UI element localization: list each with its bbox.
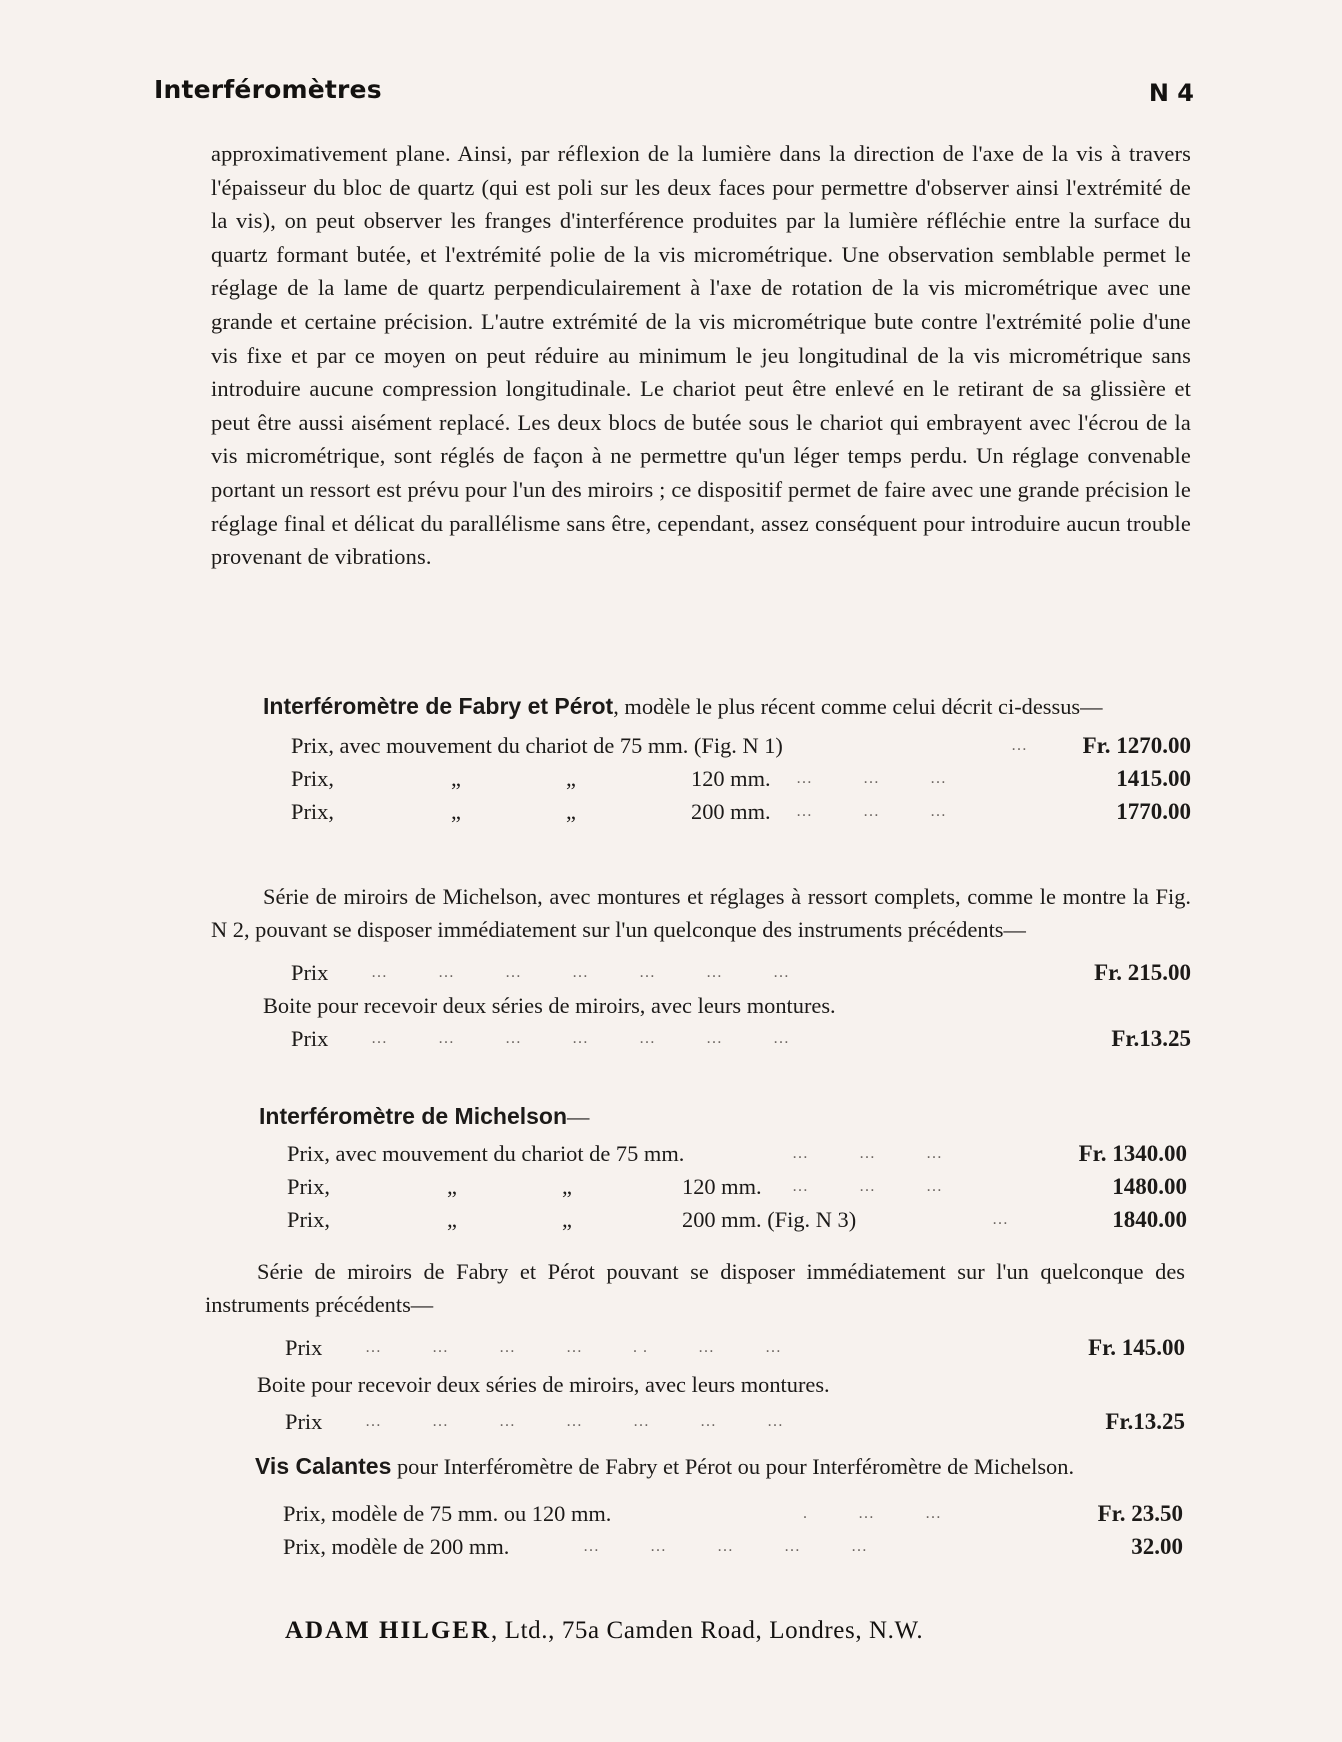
leader-dots: … … … … . . … …: [365, 1339, 782, 1356]
price-value: Fr. 1340.00: [1078, 1141, 1187, 1166]
price-label: Prix: [285, 1335, 323, 1360]
size-label: 200 mm.: [691, 799, 771, 824]
fabry-perot-section: [211, 690, 1191, 828]
publisher-name: ADAM HILGER: [285, 1617, 492, 1644]
vis-calantes-section: [203, 1450, 1183, 1563]
ditto-mark: „: [566, 766, 576, 791]
leader-dots: …: [992, 1211, 1009, 1228]
price-row: [287, 1137, 1187, 1170]
price-value: 1415.00: [1116, 766, 1191, 791]
price-row: [283, 1530, 1183, 1563]
ditto-mark: „: [451, 799, 461, 824]
price-label: Prix: [291, 960, 329, 985]
fabry-perot-intro: [211, 690, 1191, 723]
leader-dots: … … … … … … …: [371, 964, 790, 981]
price-row: [285, 1331, 1185, 1364]
fabry-mirrors-section: [205, 1255, 1185, 1438]
price-label: Prix, avec mouvement du chariot de 75 mm.: [287, 1141, 685, 1166]
size-label: 200 mm. (Fig. N 3): [682, 1207, 857, 1232]
price-row: [291, 762, 1191, 795]
ditto-mark: „: [562, 1174, 572, 1199]
michelson-mirrors-section: [211, 880, 1191, 1055]
ditto-mark: „: [447, 1174, 457, 1199]
price-label: Prix, modèle de 75 mm. ou 120 mm.: [283, 1501, 612, 1526]
leader-dots: … … … … …: [583, 1538, 868, 1555]
page-number: N 4: [1148, 79, 1194, 107]
size-label: 120 mm.: [691, 766, 771, 791]
price-label: Prix,: [291, 799, 334, 824]
michelson-section: [207, 1100, 1187, 1236]
price-value: Fr. 23.50: [1097, 1501, 1183, 1526]
price-row: [287, 1203, 1187, 1236]
price-label: Prix: [291, 1026, 329, 1051]
price-label: Prix,: [287, 1174, 330, 1199]
leader-dots: . … …: [803, 1505, 942, 1522]
price-row: [291, 956, 1191, 989]
fabry-perot-intro-text: , modèle le plus récent comme celui décrit ci-dessus—: [613, 694, 1103, 719]
publisher-street: , Ltd., 75a Camden Road, Londres, N.W.: [491, 1617, 924, 1644]
size-label: 120 mm.: [682, 1174, 762, 1199]
leader-dots: … … …: [792, 1178, 943, 1195]
michelson-heading: Interféromètre de Michelson: [259, 1103, 568, 1129]
price-label: Prix: [285, 1409, 323, 1434]
price-label: Prix, avec mouvement du chariot de 75 mm. (Fig. N 1): [291, 733, 783, 758]
running-title: Interféromètres: [154, 75, 382, 104]
leader-dots: … … …: [796, 770, 947, 787]
box-text: Boite pour recevoir deux séries de miroirs, avec leurs montures.: [263, 993, 836, 1018]
fabry-mirrors-text: Série de miroirs de Fabry et Pérot pouvant se disposer immédiatement sur l'un quelconque des instruments précédents—: [205, 1259, 1185, 1317]
body-paragraph: [211, 137, 1191, 574]
price-value: 1840.00: [1112, 1207, 1187, 1232]
ditto-mark: „: [566, 799, 576, 824]
ditto-mark: „: [562, 1207, 572, 1232]
price-value: Fr.13.25: [1105, 1409, 1185, 1434]
price-value: Fr. 215.00: [1094, 960, 1191, 985]
price-row: [287, 1170, 1187, 1203]
ditto-mark: „: [447, 1207, 457, 1232]
page-header: [154, 75, 1194, 115]
body-paragraph-text: approximativement plane. Ainsi, par réflexion de la lumière dans la direction de l'axe de la vis à travers l'épaisseur du bloc de quartz (qui est poli sur les deux faces pour permettre d'observer ainsi l'extrémité de la vis), on peut observer les franges d'interférence produites par la lumière réfléchie entre la surface du quartz formant butée, et l'extrémité polie de la vis micrométrique. Une observation semblable permet le réglage de la lame de quartz perpendiculairement à l'axe de rotation de la vis micrométrique avec une grande et certaine précision. L'autre extrémité de la vis micrométrique bute contre l'extrémité polie d'une vis fixe et par ce moyen on peut réduire au minimum le jeu longitudinal de la vis micrométrique sans introduire aucune compression longitudinale. Le chariot peut être enlevé en le retirant de sa glissière et peut être aussi aisément replacé. Les deux blocs de butée sous le chariot qui embrayent avec l'écrou de la vis micrométrique, sont réglés de façon à ne permettre qu'un léger temps perdu. Un réglage convenable portant un ressort est prévu pour l'un des miroirs ; ce dispositif permet de faire avec une grande précision le réglage final et délicat du parallélisme sans être, cependant, assez conséquent pour introduire aucun trouble provenant de vibrations.: [211, 141, 1191, 570]
price-row: [291, 729, 1191, 762]
box-text: Boite pour recevoir deux séries de miroirs, avec leurs montures.: [257, 1372, 830, 1397]
price-value: Fr.13.25: [1111, 1026, 1191, 1051]
price-value: Fr. 145.00: [1088, 1335, 1185, 1360]
leader-dots: … … … … … … …: [371, 1030, 790, 1047]
price-row: [285, 1405, 1185, 1438]
price-value: 1480.00: [1112, 1174, 1187, 1199]
vis-calantes-heading: Vis Calantes: [255, 1453, 392, 1479]
publisher-address: [285, 1617, 923, 1645]
price-label: Prix, modèle de 200 mm.: [283, 1534, 510, 1559]
vis-calantes-text: pour Interféromètre de Fabry et Pérot ou pour Interféromètre de Michelson.: [391, 1454, 1075, 1479]
michelson-heading-line: [207, 1100, 1187, 1133]
leader-dots: …: [1011, 737, 1028, 754]
price-row: [283, 1497, 1183, 1530]
fabry-perot-heading: Interféromètre de Fabry et Pérot: [263, 693, 614, 719]
ditto-mark: „: [451, 766, 461, 791]
price-value: 1770.00: [1116, 799, 1191, 824]
leader-dots: … … … … … … …: [365, 1413, 784, 1430]
price-value: Fr. 1270.00: [1082, 733, 1191, 758]
price-row: [291, 1022, 1191, 1055]
michelson-mirrors-text: Série de miroirs de Michelson, avec montures et réglages à ressort complets, comme le montre la Fig. N 2, pouvant se disposer immédiatement sur l'un quelconque des instruments précédents—: [211, 884, 1191, 942]
vis-calantes-intro: [203, 1450, 1183, 1483]
price-label: Prix,: [291, 766, 334, 791]
leader-dots: … … …: [796, 803, 947, 820]
price-value: 32.00: [1131, 1534, 1183, 1559]
price-label: Prix,: [287, 1207, 330, 1232]
michelson-heading-suffix: —: [567, 1104, 590, 1129]
price-row: [291, 795, 1191, 828]
leader-dots: … … …: [792, 1145, 943, 1162]
